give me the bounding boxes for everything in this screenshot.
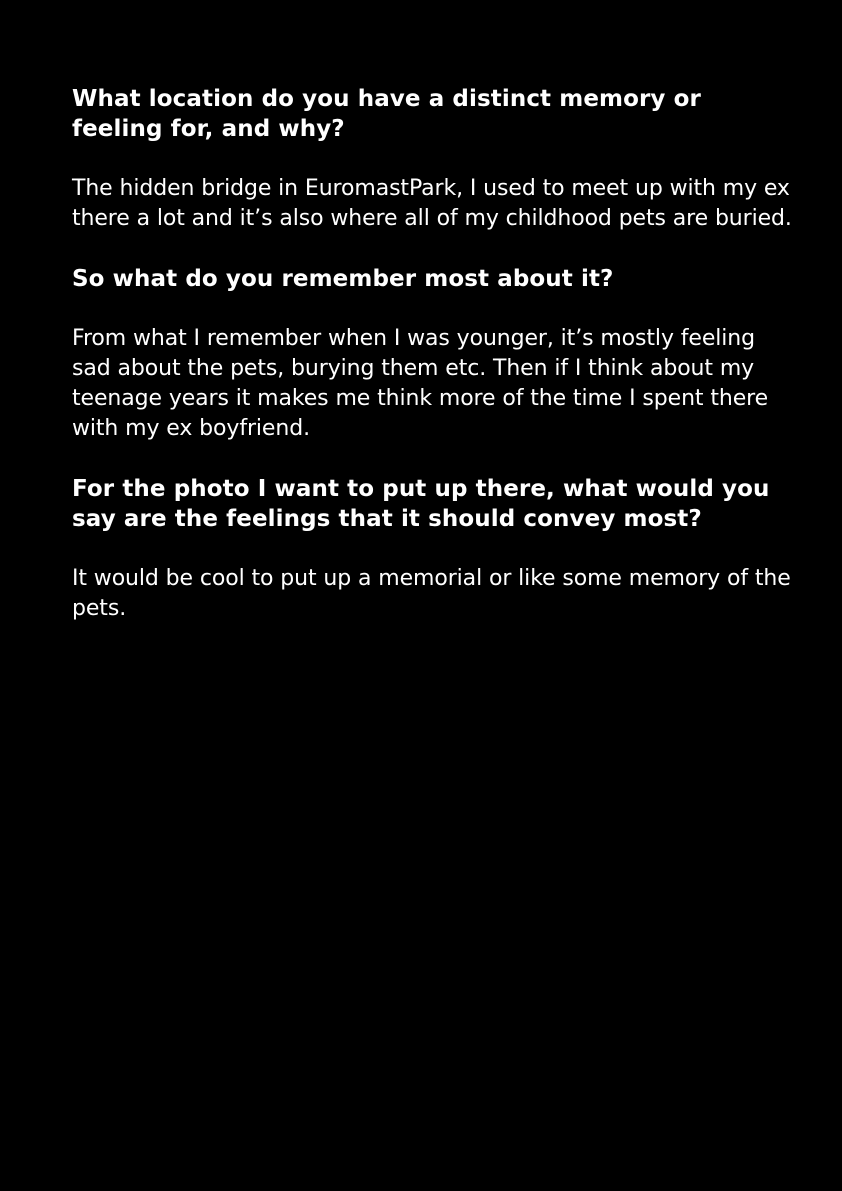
answer-1: The hidden bridge in EuromastPark, I used to meet up with my ex there a lot and it’s also where all of my childhood pets are buried. [72, 176, 792, 231]
spacer [72, 234, 792, 264]
interview-content [72, 84, 792, 624]
spacer [72, 294, 792, 324]
spacer [72, 444, 792, 474]
spacer [72, 144, 792, 174]
answer-3: It would be cool to put up a memorial or like some memory of the pets. [72, 566, 791, 621]
spacer [72, 534, 792, 564]
question-1: What location do you have a distinct memory or feeling for, and why? [72, 86, 701, 142]
question-3: For the photo I want to put up there, what would you say are the feelings that it should convey most? [72, 476, 770, 532]
answer-2: From what I remember when I was younger, it’s mostly feeling sad about the pets, burying them etc. Then if I think about my teenage years it makes me think more of the time I spent there with my ex boyfriend. [72, 326, 769, 441]
question-2: So what do you remember most about it? [72, 266, 614, 292]
